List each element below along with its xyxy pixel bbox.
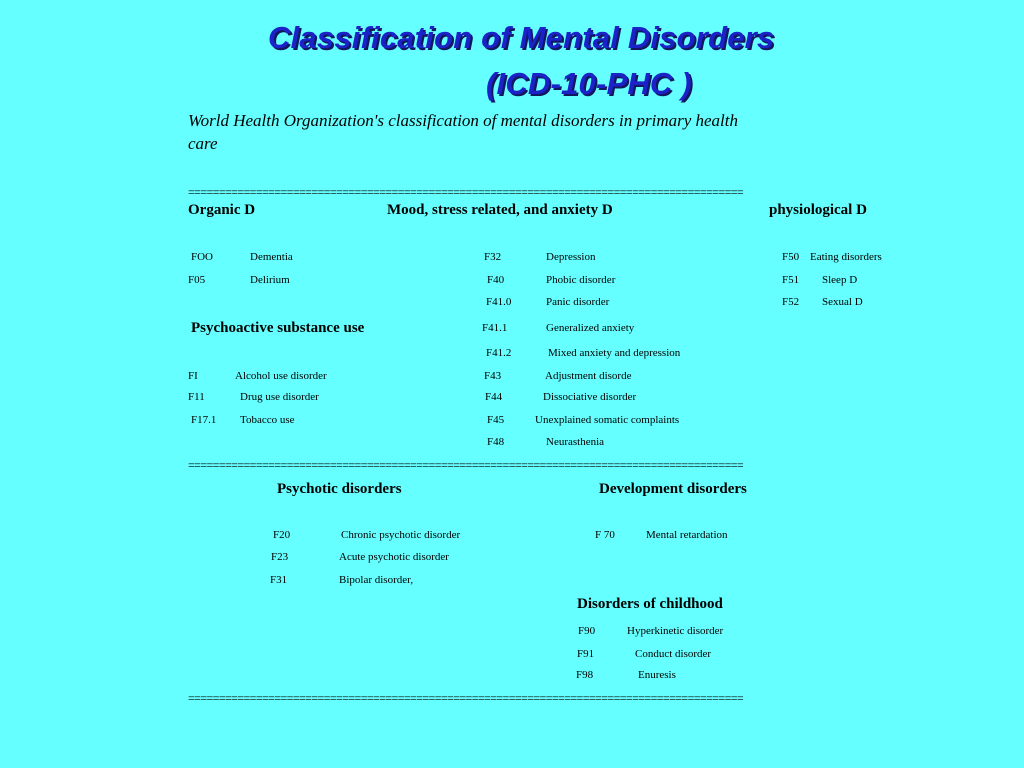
development-code: F 70 [595, 529, 615, 541]
physiological-name: Sleep D [822, 274, 858, 286]
psychoactive-code: F11 [188, 391, 205, 403]
mood-name: Mixed anxiety and depression [548, 347, 681, 359]
psychotic-code: F31 [270, 574, 288, 586]
psychoactive-name: Drug use disorder [240, 391, 319, 403]
mood-name: Adjustment disorde [545, 370, 632, 382]
header-physiological: physiological D [769, 202, 867, 218]
divider-rule: ========================================================================================== [188, 459, 744, 471]
physiological-code: F51 [782, 274, 800, 286]
mood-code: F43 [484, 370, 502, 382]
psychoactive-name: Tobacco use [240, 414, 295, 426]
mood-name: Depression [546, 251, 596, 263]
psychotic-name: Bipolar disorder, [339, 574, 414, 586]
description-line-2: care [188, 134, 218, 153]
childhood-name: Enuresis [638, 669, 676, 681]
psychoactive-code: F17.1 [191, 414, 217, 426]
mood-code: F45 [487, 414, 505, 426]
physiological-name: Eating disorders [810, 251, 882, 263]
childhood-code: F98 [576, 669, 594, 681]
mood-name: Neurasthenia [546, 436, 605, 448]
organic-code: FOO [191, 251, 214, 263]
mood-code: F41.2 [486, 347, 512, 359]
divider-rule: ========================================================================================== [188, 186, 744, 198]
childhood-code: F90 [578, 625, 596, 637]
header-organic: Organic D [188, 202, 256, 218]
mood-name: Panic disorder [546, 296, 610, 308]
psychoactive-name: Alcohol use disorder [235, 370, 327, 382]
mood-code: F32 [484, 251, 502, 263]
mood-code: F40 [487, 274, 505, 286]
header-development: Development disorders [599, 481, 747, 497]
physiological-code: F52 [782, 296, 800, 308]
mood-code: F44 [485, 391, 503, 403]
physiological-name: Sexual D [822, 296, 863, 308]
physiological-code: F50 [782, 251, 800, 263]
psychotic-name: Acute psychotic disorder [339, 551, 449, 563]
organic-name: Delirium [250, 274, 290, 286]
organic-name: Dementia [250, 251, 293, 263]
header-childhood: Disorders of childhood [577, 596, 723, 612]
header-psychotic: Psychotic disorders [277, 481, 402, 497]
mood-name: Generalized anxiety [546, 322, 635, 334]
childhood-name: Conduct disorder [635, 648, 712, 660]
psychotic-name: Chronic psychotic disorder [341, 529, 461, 541]
psychoactive-code: FI [188, 370, 198, 382]
mood-name: Dissociative disorder [543, 391, 637, 403]
psychotic-code: F20 [273, 529, 291, 541]
page-subtitle-code: (ICD-10-PHC ) [486, 66, 692, 101]
mood-code: F41.1 [482, 322, 508, 334]
development-name: Mental retardation [646, 529, 728, 541]
mood-name: Phobic disorder [546, 274, 616, 286]
page-title: Classification of Mental Disorders [268, 20, 775, 55]
header-psychoactive: Psychoactive substance use [191, 320, 365, 336]
mood-code: F48 [487, 436, 505, 448]
childhood-code: F91 [577, 648, 595, 660]
psychotic-code: F23 [271, 551, 289, 563]
mood-name: Unexplained somatic complaints [535, 414, 680, 426]
organic-code: F05 [188, 274, 206, 286]
header-mood: Mood, stress related, and anxiety D [387, 202, 613, 218]
description-line-1: World Health Organization's classification of mental disorders in primary health [188, 111, 739, 130]
childhood-name: Hyperkinetic disorder [627, 625, 724, 637]
divider-rule: ========================================================================================== [188, 692, 744, 704]
mood-code: F41.0 [486, 296, 512, 308]
